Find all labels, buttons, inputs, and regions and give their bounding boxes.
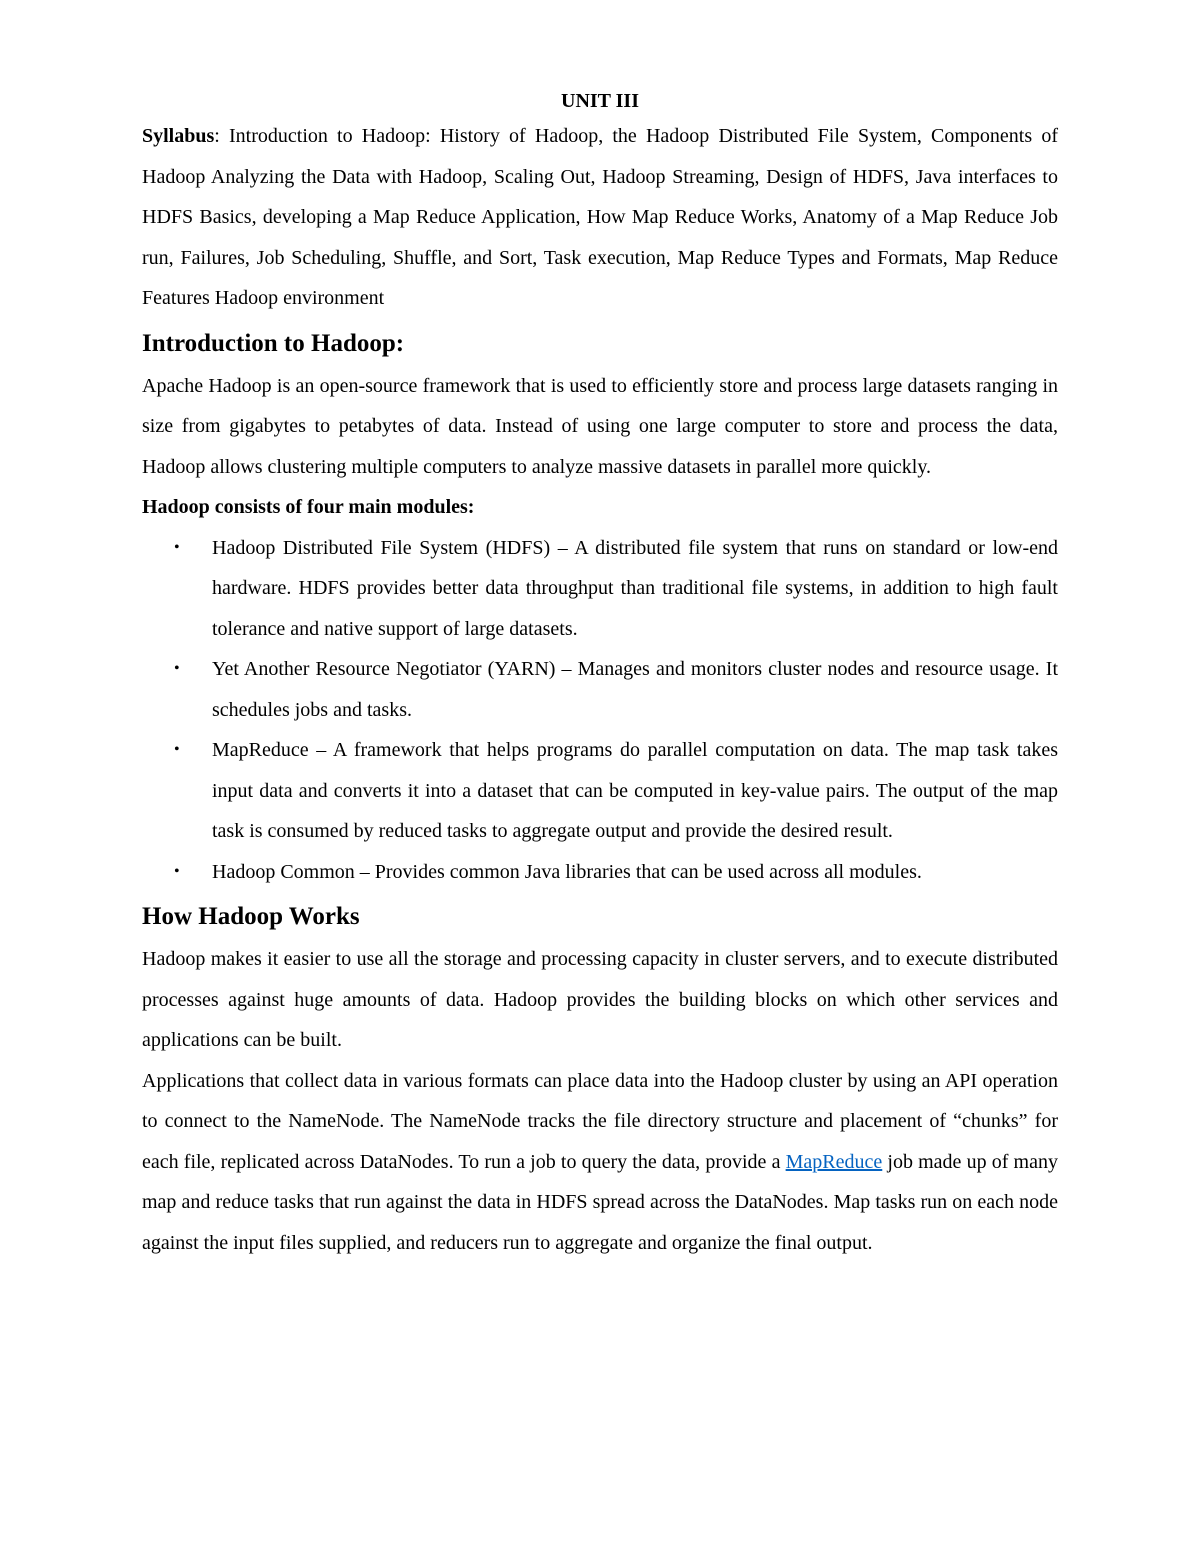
modules-heading: Hadoop consists of four main modules: [142,496,475,518]
intro-heading: Introduction to Hadoop: [142,329,405,357]
unit-title: UNIT III [561,90,639,112]
mapreduce-link[interactable]: MapReduce [785,1150,883,1173]
module-text: Hadoop Common – Provides common Java libraries that can be used across all modules. [212,860,922,883]
list-item [142,852,1058,893]
paragraph-text: Applications that collect data in various formats can place data into the Hadoop cluster by using an API operation to connect to the NameNode. The NameNode tracks the file directory structure and placement of “chunks” for each file, replicated across DataNodes. To run a job to query the data, provide a [142,1069,1058,1173]
modules-list [142,528,1058,893]
syllabus-paragraph [142,116,1058,319]
how-works-paragraph-2 [142,1061,1058,1264]
list-item [142,730,1058,852]
list-item [142,528,1058,650]
syllabus-text: : Introduction to Hadoop: History of Hadoop, the Hadoop Distributed File System, Components of Hadoop Analyzing the Data with Hadoop, Scaling Out, Hadoop Streaming, Design of HDFS, Java interfaces to HDFS Basics, developing a Map Reduce Application, How Map Reduce Works, Anatomy of a Map Reduce Job run, Failures, Job Scheduling, Shuffle, and Sort, Task execution, Map Reduce Types and Formats, Map Reduce Features Hadoop environment [142,125,1058,309]
bullet-icon: • [174,538,180,556]
bullet-icon: • [174,862,180,880]
module-text: Yet Another Resource Negotiator (YARN) – Manages and monitors cluster nodes and resource usage. It schedules jobs and tasks. [212,658,1058,721]
list-item [142,649,1058,730]
intro-paragraph: Apache Hadoop is an open-source framework that is used to efficiently store and process large datasets ranging in size from gigabytes to petabytes of data. Instead of using one large computer to store and process the data, Hadoop allows clustering multiple computers to analyze massive datasets in parallel more quickly. [142,374,1058,478]
module-text: Hadoop Distributed File System (HDFS) – A distributed file system that runs on standard or low-end hardware. HDFS provides better data throughput than traditional file systems, in addition to high fault tolerance and native support of large datasets. [212,536,1058,640]
bullet-icon: • [174,660,180,677]
paragraph-text: job made up of many map and reduce tasks that run against the data in HDFS spread across the DataNodes. Map tasks run on each node against the input files supplied, and reducers run to aggregate and organize the final output. [142,1150,1058,1254]
how-works-heading: How Hadoop Works [142,903,360,930]
document-page [142,86,1058,1263]
bullet-icon: • [174,741,180,758]
module-text: MapReduce – A framework that helps programs do parallel computation on data. The map task takes input data and converts it into a dataset that can be computed in key-value pairs. The output of the map task is consumed by reduced tasks to aggregate output and provide the desired result. [212,739,1058,842]
how-works-paragraph-1: Hadoop makes it easier to use all the storage and processing capacity in cluster servers, and to execute distributed processes against huge amounts of data. Hadoop provides the building blocks on which other services and applications can be built. [142,948,1058,1051]
syllabus-label: Syllabus [142,125,215,147]
